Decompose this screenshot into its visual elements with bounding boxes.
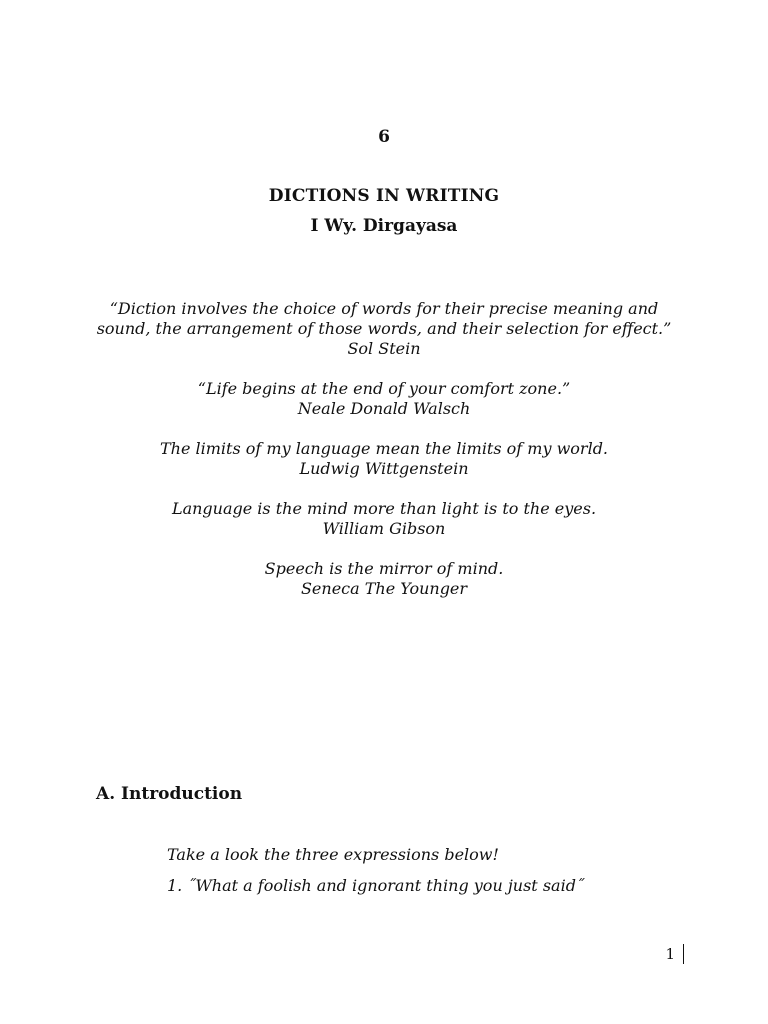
epigraph <box>0 379 768 419</box>
epigraph-attribution: Ludwig Wittgenstein <box>299 459 469 478</box>
epigraph-line: Speech is the mirror of mind. <box>264 559 504 578</box>
page-number-divider <box>683 944 684 964</box>
chapter-title: DICTIONS IN WRITING <box>268 186 500 206</box>
epigraph-line: Language is the mind more than light is to the eyes. <box>171 499 597 518</box>
epigraph <box>0 299 768 359</box>
epigraph <box>0 559 768 599</box>
epigraph <box>0 499 768 539</box>
epigraph-attribution: Neale Donald Walsch <box>297 399 471 418</box>
epigraph-attribution: William Gibson <box>322 519 446 538</box>
chapter-number: 6 <box>378 127 390 147</box>
epigraph <box>0 439 768 479</box>
epigraph-attribution: Sol Stein <box>347 339 421 358</box>
epigraph-line: “Life begins at the end of your comfort zone.” <box>197 379 571 398</box>
chapter-author: I Wy. Dirgayasa <box>310 216 458 236</box>
epigraph-line: The limits of my language mean the limits of my world. <box>159 439 609 458</box>
epigraph-attribution: Seneca The Younger <box>300 579 468 598</box>
epigraph-line: “Diction involves the choice of words for their precise meaning and <box>109 299 659 318</box>
intro-paragraph-line: Take a look the three expressions below! <box>167 845 499 864</box>
page-number: 1 <box>665 945 675 963</box>
page-footer <box>665 944 684 964</box>
epigraph-line: sound, the arrangement of those words, and their selection for effect.” <box>96 319 672 338</box>
section-heading: A. Introduction <box>96 784 243 804</box>
intro-paragraph-line: 1. ˝What a foolish and ignorant thing you just said˝ <box>167 876 584 895</box>
